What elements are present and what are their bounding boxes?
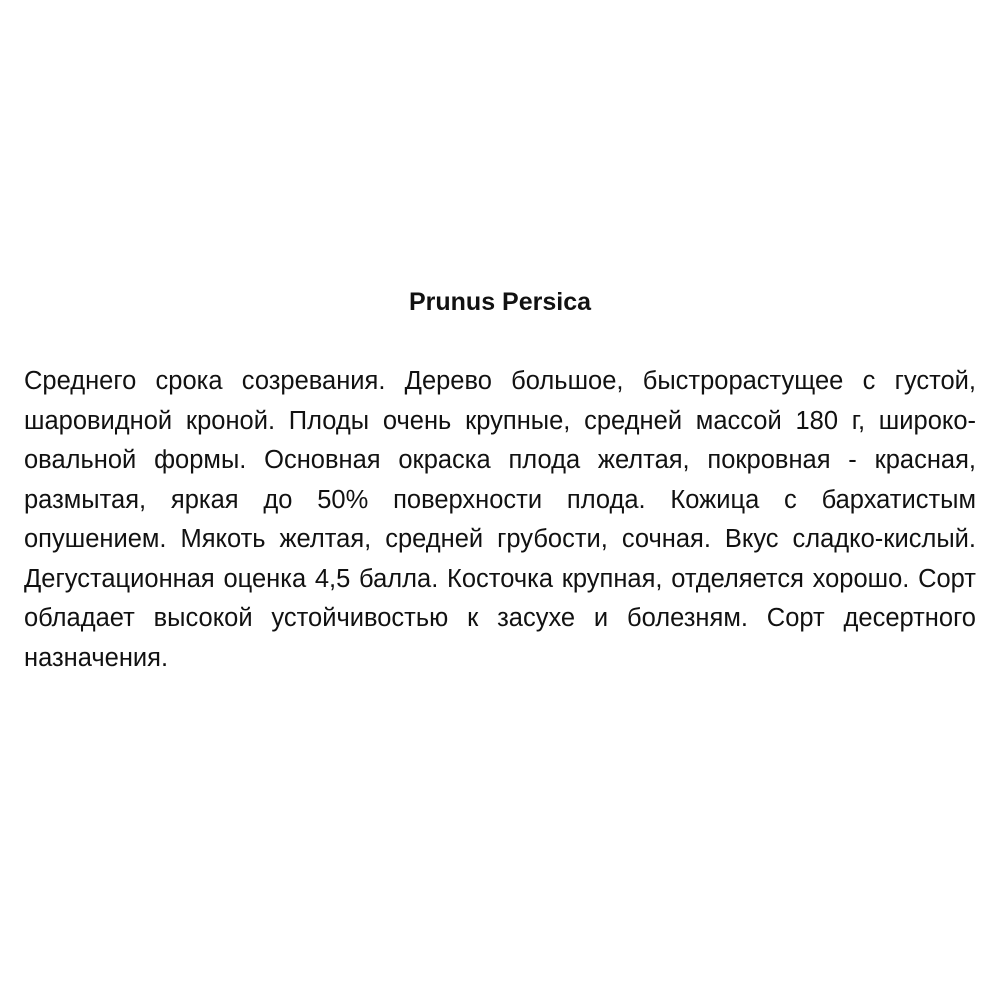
document-description: Среднего срока созревания. Дерево большое, быстрорастущее с густой, шаровидной кроной. Плоды очень крупные, средней массой 180 г, широко-овальной формы. Основная окраска плода желтая, покровная - красная, размытая, яркая до 50% поверхности плода. Кожица с бархатистым опушением. Мякоть желтая, средней грубости, сочная. Вкус сладко-кислый. Дегустационная оценка 4,5 балла. Косточка крупная, отделяется хорошо. Сорт обладает высокой устойчивостью к засухе и болезням. Сорт десертного назначения.	[24, 367, 976, 672]
document-title: Prunus Persica	[408, 288, 592, 316]
